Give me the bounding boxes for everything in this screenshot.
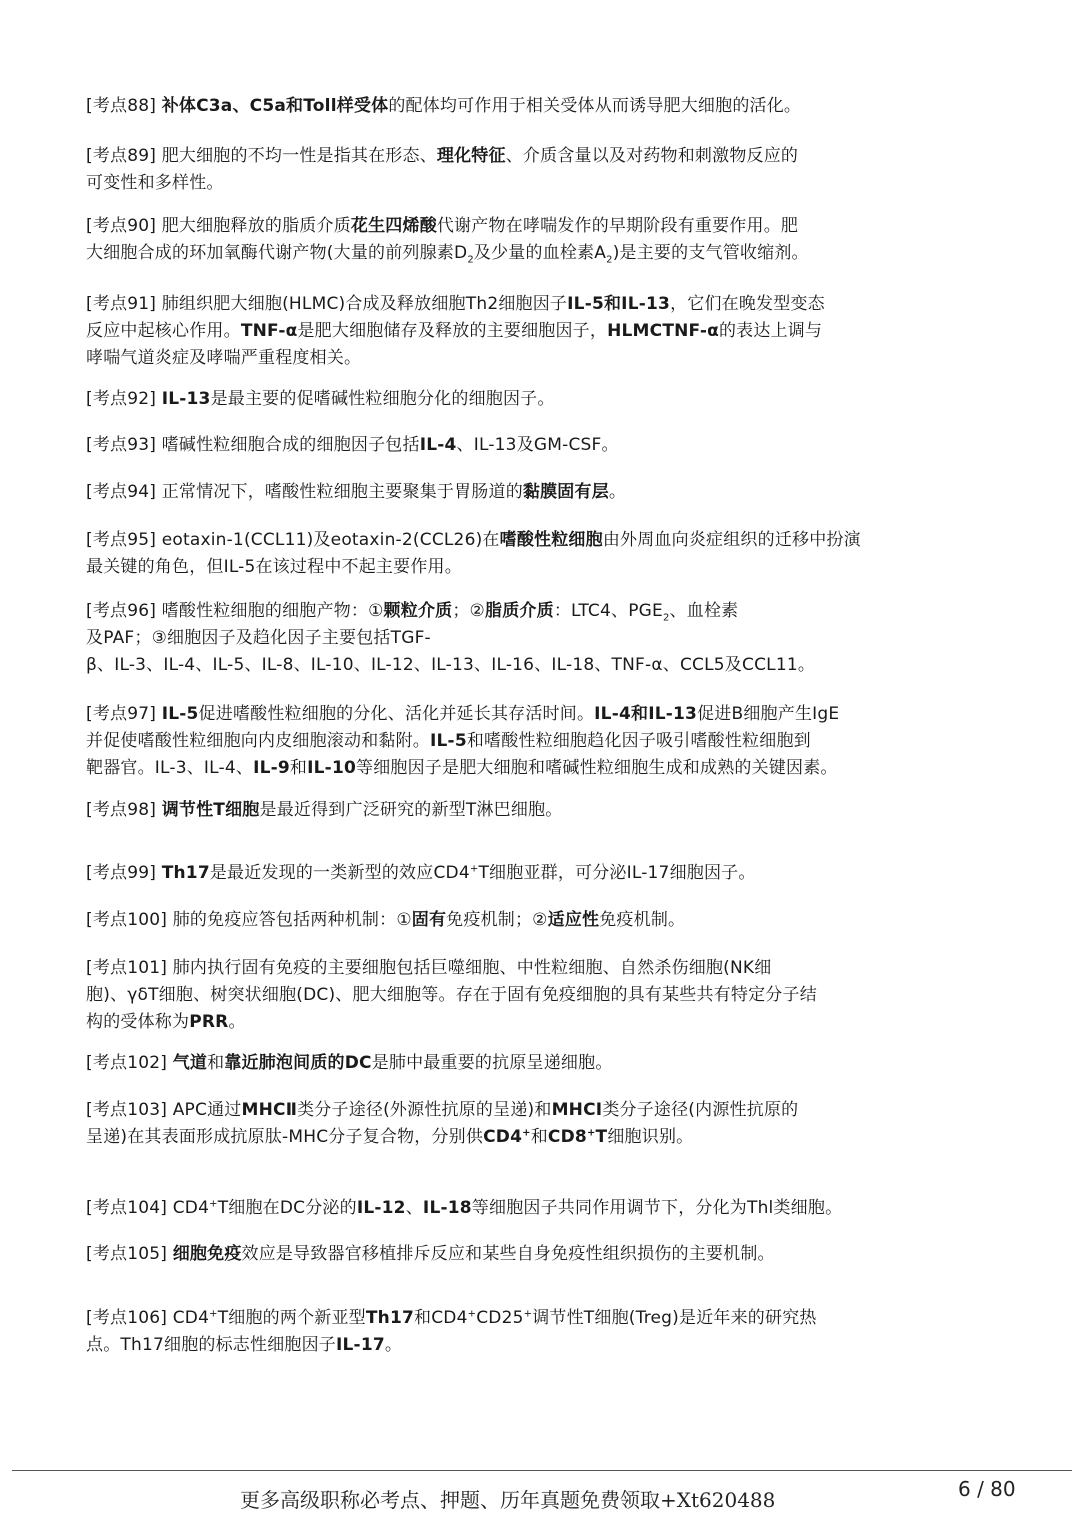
- bold-term: 适应性: [547, 910, 600, 930]
- text-run: CD25: [476, 1308, 524, 1328]
- text-run: 等细胞因子共同作用调节下，分化为Thl类细胞。: [471, 1198, 843, 1218]
- bold-term: IL-4: [419, 435, 457, 455]
- bold-term: 调节性T细胞: [161, 800, 260, 820]
- text-line: [86, 1009, 956, 1036]
- text-line: [86, 479, 956, 506]
- bold-term: 固有: [411, 910, 447, 930]
- text-run: 和: [207, 1053, 225, 1073]
- text-run: T细胞的两个新亚型: [217, 1308, 366, 1328]
- text-run: 和: [289, 758, 308, 778]
- text-run: 、血栓素: [669, 601, 739, 621]
- bold-term: IL-5: [161, 704, 199, 724]
- bold-term: Th17: [365, 1308, 415, 1328]
- text-run: 呈递)在其表面形成抗原肽-MHC分子复合物，分别供: [86, 1127, 484, 1147]
- text-line: [86, 1195, 956, 1222]
- text-run: 可变性和多样性。: [86, 173, 224, 193]
- item-102: [86, 1050, 956, 1077]
- text-line: [86, 728, 956, 755]
- text-run: [考点101] 肺内执行固有免疫的主要细胞包括巨噬细胞、中性粒细胞、自然杀伤细胞(NK细: [86, 958, 772, 978]
- bold-term: TNF-α: [240, 321, 298, 341]
- text-run: +: [209, 1198, 218, 1210]
- text-run: )是主要的支气管收缩剂。: [612, 243, 809, 263]
- text-run: [考点95] eotaxin-1(CCL11)及eotaxin-2(CCL26)在: [86, 530, 500, 550]
- text-run: [考点100] 肺的免疫应答包括两种机制：①: [86, 910, 412, 930]
- text-run: 代谢产物在哮喘发作的早期阶段有重要作用。肥: [436, 216, 799, 236]
- text-run: T细胞在DC分泌的: [217, 1198, 357, 1218]
- bold-term: 颗粒介质: [383, 601, 453, 621]
- text-run: 免疫机制；②: [446, 910, 548, 930]
- text-line: [86, 386, 956, 413]
- item-100: [86, 907, 956, 934]
- text-line: [86, 527, 956, 554]
- text-line: [86, 797, 956, 824]
- text-run: 靶器官。IL-3、IL-4、: [86, 758, 254, 778]
- text-line: [86, 1050, 956, 1077]
- text-run: 细胞识别。: [607, 1127, 694, 1147]
- text-run: +: [523, 1308, 533, 1320]
- text-line: [86, 240, 956, 267]
- item-94: [86, 479, 956, 506]
- text-run: 的表达上调与: [718, 321, 823, 341]
- text-run: [考点99]: [86, 863, 162, 883]
- bold-term: T: [595, 1127, 608, 1147]
- footer-divider: [12, 1470, 1072, 1471]
- text-run: [考点91] 肺组织肥大细胞(HLMC)合成及释放细胞Th2细胞因子: [86, 294, 568, 314]
- text-run: 。: [228, 1012, 246, 1032]
- text-run: 2: [467, 254, 474, 266]
- text-line: [86, 213, 956, 240]
- item-101: [86, 955, 956, 1036]
- item-97: [86, 701, 956, 782]
- item-95: [86, 527, 956, 581]
- bold-term: IL-12: [356, 1198, 406, 1218]
- text-line: [86, 598, 956, 625]
- bold-term: 脂质介质: [485, 601, 554, 621]
- bold-term: 理化特征: [436, 146, 506, 166]
- bold-term: 补体C3a、C5a和Toll样受体: [161, 96, 389, 116]
- text-run: 、介质含量以及对药物和刺激物反应的: [505, 146, 799, 166]
- text-line: [86, 143, 956, 170]
- item-88: [86, 93, 956, 120]
- text-run: [考点93] 嗜碱性粒细胞合成的细胞因子包括: [86, 435, 420, 455]
- text-run: 类分子途径(内源性抗原的: [602, 1100, 799, 1120]
- text-run: 是最近得到广泛研究的新型T淋巴细胞。: [259, 800, 563, 820]
- text-line: [86, 345, 956, 372]
- bold-term: 细胞免疫: [172, 1244, 242, 1264]
- text-line: [86, 955, 956, 982]
- item-104: [86, 1195, 956, 1222]
- item-90: [86, 213, 956, 267]
- bold-term: IL-5和IL-13: [567, 294, 671, 314]
- text-line: [86, 93, 956, 120]
- item-99: [86, 860, 956, 887]
- text-run: 和CD4: [414, 1308, 468, 1328]
- text-run: 构的受体称为: [86, 1012, 190, 1032]
- text-run: 调节性T细胞(Treg)是近年来的研究热: [532, 1308, 817, 1328]
- text-run: 促进嗜酸性粒细胞的分化、活化并延长其存活时间。: [198, 704, 595, 724]
- bold-term: 花生四烯酸: [350, 216, 437, 236]
- text-line: [86, 291, 956, 318]
- text-run: 由外周血向炎症组织的迁移中扮演: [602, 530, 861, 550]
- text-line: [86, 982, 956, 1009]
- text-run: 等细胞因子是肥大细胞和嗜碱性粒细胞生成和成熟的关键因素。: [356, 758, 838, 778]
- text-run: 。: [608, 482, 627, 502]
- item-103: [86, 1097, 956, 1151]
- text-run: 反应中起核心作用。: [86, 321, 241, 341]
- bold-term: CD8: [547, 1127, 587, 1147]
- bold-term: IL-18: [422, 1198, 472, 1218]
- bold-term: +: [586, 1127, 596, 1139]
- text-run: +: [209, 1308, 218, 1320]
- item-93: [86, 432, 956, 459]
- bold-term: 嗜酸性粒细胞: [499, 530, 603, 550]
- text-run: 的配体均可作用于相关受体从而诱导肥大细胞的活化。: [388, 96, 802, 116]
- text-run: β、IL-3、IL-4、IL-5、IL-8、IL-10、IL-12、IL-13、IL-16、IL-18、TNF-α、CCL5及CCL11。: [86, 655, 816, 675]
- text-run: [考点89] 肥大细胞的不均一性是指其在形态、: [86, 146, 437, 166]
- bold-term: 靠近肺泡间质的DC: [224, 1053, 372, 1073]
- text-line: [86, 860, 956, 887]
- item-96: [86, 598, 956, 679]
- text-run: T细胞亚群，可分泌IL-17细胞因子。: [478, 863, 756, 883]
- text-run: ：LTC4、PGE: [553, 601, 663, 621]
- item-89: [86, 143, 956, 197]
- text-line: [86, 1332, 956, 1359]
- bold-term: CD4: [483, 1127, 523, 1147]
- text-run: [考点92]: [86, 389, 162, 409]
- text-run: 及PAF；③细胞因子及趋化因子主要包括TGF-: [86, 628, 431, 648]
- text-run: 类分子途径(外源性抗原的呈递)和: [297, 1100, 552, 1120]
- bold-term: PRR: [189, 1012, 229, 1032]
- bold-term: IL-17: [336, 1335, 385, 1355]
- text-run: [考点105]: [86, 1244, 173, 1264]
- text-run: 2: [662, 612, 670, 624]
- text-run: 效应是导致器官移植排斥反应和某些自身免疫性组织损伤的主要机制。: [241, 1244, 775, 1264]
- text-run: 胞)、γδT细胞、树突状细胞(DC)、肥大细胞等。存在于固有免疫细胞的具有某些共有特定分子结: [86, 985, 817, 1005]
- bold-term: IL-10: [307, 758, 356, 778]
- text-line: [86, 170, 956, 197]
- text-line: [86, 1305, 956, 1332]
- text-run: ；②: [452, 601, 485, 621]
- bold-term: IL-9: [253, 758, 290, 778]
- text-run: 和嗜酸性粒细胞趋化因子吸引嗜酸性粒细胞到: [466, 731, 811, 751]
- footer-promo-text: 更多高级职称必考点、押题、历年真题免费领取+Xt620488: [240, 1488, 776, 1512]
- text-run: [考点88]: [86, 96, 162, 116]
- text-run: 并促使嗜酸性粒细胞向内皮细胞滚动和黏附。: [86, 731, 430, 751]
- text-run: [考点98]: [86, 800, 162, 820]
- text-line: [86, 554, 956, 581]
- page-number: 6 / 80: [958, 1477, 1016, 1501]
- text-run: [考点97]: [86, 704, 162, 724]
- text-run: 点。Th17细胞的标志性细胞因子: [86, 1335, 336, 1355]
- text-run: 最关键的角色，但IL-5在该过程中不起主要作用。: [86, 557, 462, 577]
- text-line: [86, 755, 956, 782]
- text-run: 、: [405, 1198, 423, 1218]
- text-run: [考点104] CD4: [86, 1198, 210, 1218]
- item-106: [86, 1305, 956, 1359]
- text-run: [考点90] 肥大细胞释放的脂质介质: [86, 216, 351, 236]
- bold-term: MHCⅡ: [241, 1100, 298, 1120]
- text-line: [86, 432, 956, 459]
- text-line: [86, 907, 956, 934]
- bold-term: +: [522, 1127, 531, 1139]
- text-run: +: [469, 863, 479, 875]
- text-run: 是肺中最重要的抗原呈递细胞。: [371, 1053, 613, 1073]
- item-98: [86, 797, 956, 824]
- text-line: [86, 701, 956, 728]
- text-run: 和: [530, 1127, 548, 1147]
- text-run: 哮喘气道炎症及哮喘严重程度相关。: [86, 348, 362, 368]
- text-run: +: [467, 1308, 477, 1320]
- bold-term: IL-5: [430, 731, 467, 751]
- text-run: 大细胞合成的环加氧酶代谢产物(大量的前列腺素D: [86, 243, 468, 263]
- text-run: 。: [384, 1335, 403, 1355]
- text-run: [考点102]: [86, 1053, 173, 1073]
- bold-term: Th17: [161, 863, 210, 883]
- text-line: [86, 652, 956, 679]
- text-run: [考点106] CD4: [86, 1308, 210, 1328]
- item-91: [86, 291, 956, 372]
- text-line: [86, 1124, 956, 1151]
- item-105: [86, 1241, 956, 1268]
- text-run: ，它们在晚发型变态: [670, 294, 825, 314]
- text-line: [86, 1241, 956, 1268]
- text-run: 2: [606, 254, 613, 266]
- text-run: [考点103] APC通过: [86, 1100, 242, 1120]
- text-line: [86, 625, 956, 652]
- text-run: [考点96] 嗜酸性粒细胞的细胞产物：①: [86, 601, 384, 621]
- text-line: [86, 1097, 956, 1124]
- bold-term: 气道: [172, 1053, 208, 1073]
- bold-term: 黏膜固有层: [522, 482, 609, 502]
- bold-term: IL-4和IL-13: [594, 704, 698, 724]
- text-run: [考点94] 正常情况下，嗜酸性粒细胞主要聚集于胃肠道的: [86, 482, 523, 502]
- bold-term: HLMCTNF-α: [607, 321, 719, 341]
- bold-term: IL-13: [161, 389, 211, 409]
- bold-term: MHCⅠ: [551, 1100, 603, 1120]
- text-line: [86, 318, 956, 345]
- text-run: 、IL-13及GM-CSF。: [456, 435, 619, 455]
- text-run: 促进B细胞产生IgE: [697, 704, 840, 724]
- text-run: 免疫机制。: [599, 910, 686, 930]
- text-run: 是肥大细胞储存及释放的主要细胞因子，: [297, 321, 608, 341]
- item-92: [86, 386, 956, 413]
- text-run: 及少量的血栓素A: [473, 243, 607, 263]
- text-run: 是最主要的促嗜碱性粒细胞分化的细胞因子。: [210, 389, 555, 409]
- text-run: 是最近发现的一类新型的效应CD4: [209, 863, 470, 883]
